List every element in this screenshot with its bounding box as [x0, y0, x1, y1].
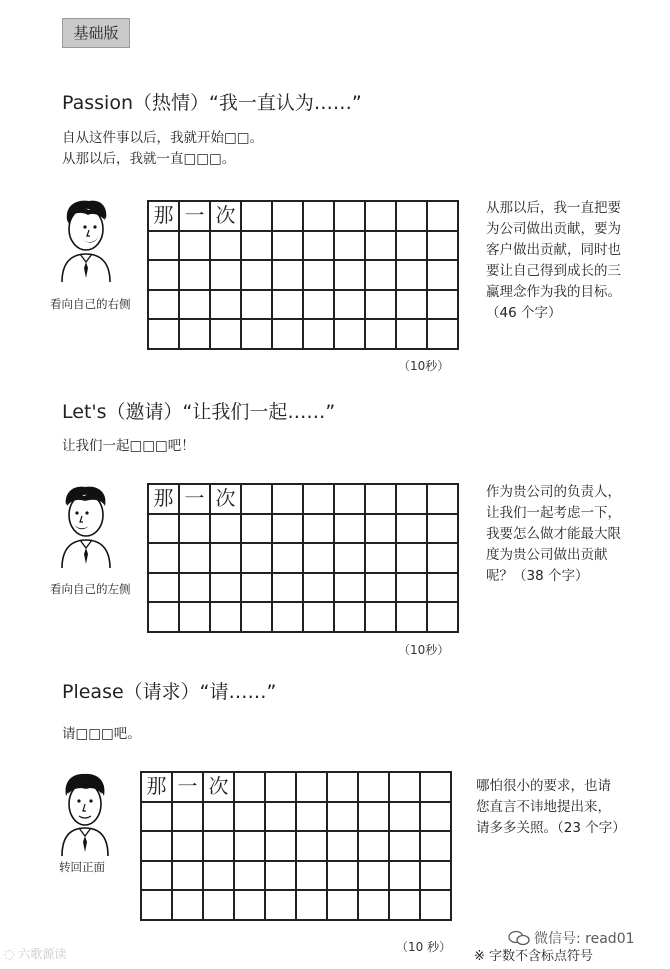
grid-cell [304, 603, 335, 633]
grid-cell [142, 803, 173, 833]
grid-cell [273, 232, 304, 262]
grid-cell [211, 261, 242, 291]
source-watermark [4, 945, 66, 962]
section-3-time: （10 秒） [396, 940, 452, 954]
grid-cell [297, 862, 328, 892]
grid-cell [328, 773, 359, 803]
grid-cell [428, 232, 459, 262]
grid-cell [421, 832, 452, 862]
grid-cell [335, 232, 366, 262]
section-2-title: Let's（邀请）“让我们一起……” [62, 401, 336, 423]
grid-cell [297, 832, 328, 862]
grid-cell [180, 261, 211, 291]
grid-cell: 一 [180, 202, 211, 232]
grid-cell [180, 291, 211, 321]
example-line: 请多多关照。（23 个字） [476, 820, 626, 836]
example-line: 客户做出贡献，同时也 [486, 242, 621, 258]
grid-cell [304, 291, 335, 321]
grid-cell [397, 544, 428, 574]
grid-cell [242, 320, 273, 350]
example-line: 作为贵公司的负责人， [486, 484, 621, 500]
grid-cell [328, 832, 359, 862]
grid-cell [149, 320, 180, 350]
grid-cell [304, 574, 335, 604]
grid-cell [273, 574, 304, 604]
grid-cell [397, 485, 428, 515]
section-1-intro-line-1: 自从这件事以后，我就开始□□。 [62, 130, 264, 146]
grid-cell [142, 832, 173, 862]
grid-cell: 一 [180, 485, 211, 515]
grid-cell [173, 803, 204, 833]
grid-cell [428, 485, 459, 515]
section-1-title: Passion（热情）“我一直认为……” [62, 92, 362, 114]
grid-cell [328, 803, 359, 833]
grid-cell [242, 574, 273, 604]
example-line: 让我们一起考虑一下， [486, 505, 621, 521]
grid-cell [397, 574, 428, 604]
grid-cell [397, 291, 428, 321]
grid-cell [266, 891, 297, 921]
grid-cell [328, 862, 359, 892]
section-2-time: （10秒） [398, 643, 450, 657]
grid-cell [397, 202, 428, 232]
grid-cell [335, 574, 366, 604]
grid-cell [366, 544, 397, 574]
section-3-intro-line-1: 请□□□吧。 [62, 726, 141, 742]
grid-cell [204, 803, 235, 833]
grid-cell [235, 832, 266, 862]
speaker-facing-front-icon [60, 772, 110, 856]
grid-cell [273, 485, 304, 515]
example-line: 呢？（38 个字） [486, 568, 589, 584]
grid-cell [304, 515, 335, 545]
grid-cell [149, 515, 180, 545]
grid-cell [235, 862, 266, 892]
grid-cell [366, 291, 397, 321]
grid-cell [397, 603, 428, 633]
grid-cell [421, 862, 452, 892]
grid-cell: 次 [204, 773, 235, 803]
grid-cell [273, 515, 304, 545]
grid-cell [304, 261, 335, 291]
grid-cell [359, 803, 390, 833]
grid-cell [204, 862, 235, 892]
grid-cell [180, 515, 211, 545]
grid-cell: 次 [211, 202, 242, 232]
grid-cell [149, 232, 180, 262]
example-line: 要让自己得到成长的三 [486, 263, 621, 279]
grid-cell [242, 232, 273, 262]
grid-cell [297, 891, 328, 921]
wechat-icon [508, 930, 530, 946]
grid-cell [390, 862, 421, 892]
grid-cell [242, 544, 273, 574]
grid-cell [428, 261, 459, 291]
grid-cell [235, 773, 266, 803]
section-1-intro-line-2: 从那以后，我就一直□□□。 [62, 151, 236, 167]
section-1-intro [62, 128, 263, 170]
section-3-title: Please（请求）“请……” [62, 681, 277, 703]
section-1-time: （10秒） [398, 359, 450, 373]
grid-cell [266, 862, 297, 892]
grid-cell [242, 291, 273, 321]
grid-cell [335, 485, 366, 515]
grid-cell [359, 891, 390, 921]
grid-cell: 那 [142, 773, 173, 803]
example-line: 赢理念作为我的目标。 [486, 284, 621, 300]
speaker-facing-right-icon [58, 198, 114, 282]
grid-cell [366, 232, 397, 262]
grid-cell [149, 261, 180, 291]
grid-cell [273, 261, 304, 291]
section-3-caption: 转回正面 [59, 860, 105, 874]
grid-cell [149, 603, 180, 633]
grid-cell [142, 862, 173, 892]
grid-cell: 那 [149, 202, 180, 232]
grid-cell [266, 832, 297, 862]
grid-cell [328, 891, 359, 921]
grid-cell [180, 544, 211, 574]
grid-cell [359, 862, 390, 892]
grid-cell [335, 291, 366, 321]
grid-cell [211, 291, 242, 321]
footnote: ※ 字数不含标点符号 [474, 949, 594, 964]
grid-cell [421, 803, 452, 833]
grid-cell [428, 202, 459, 232]
section-2-writing-grid [147, 483, 459, 633]
section-2-intro [62, 436, 195, 457]
grid-cell [235, 891, 266, 921]
grid-cell [242, 485, 273, 515]
grid-cell [397, 232, 428, 262]
grid-cell [297, 803, 328, 833]
grid-cell [390, 773, 421, 803]
grid-cell [304, 320, 335, 350]
speaker-facing-left-icon [58, 484, 114, 568]
grid-cell [273, 603, 304, 633]
grid-cell [235, 803, 266, 833]
grid-cell [304, 485, 335, 515]
grid-cell [366, 485, 397, 515]
grid-cell [211, 603, 242, 633]
grid-cell [211, 544, 242, 574]
grid-cell [366, 261, 397, 291]
example-line: 我要怎么做才能最大限 [486, 526, 621, 542]
grid-cell [428, 515, 459, 545]
grid-cell [390, 832, 421, 862]
grid-cell [173, 891, 204, 921]
grid-cell [211, 232, 242, 262]
grid-cell [366, 202, 397, 232]
grid-cell [428, 320, 459, 350]
section-3-example [476, 776, 626, 839]
grid-cell [335, 261, 366, 291]
grid-cell [211, 320, 242, 350]
section-1-writing-grid [147, 200, 459, 350]
grid-cell [149, 291, 180, 321]
grid-cell [204, 832, 235, 862]
grid-cell [335, 515, 366, 545]
grid-cell [273, 320, 304, 350]
grid-cell [390, 803, 421, 833]
grid-cell [242, 515, 273, 545]
grid-cell [211, 515, 242, 545]
grid-cell [390, 891, 421, 921]
grid-cell [204, 891, 235, 921]
grid-cell [273, 202, 304, 232]
grid-cell [180, 320, 211, 350]
grid-cell [242, 202, 273, 232]
grid-cell [335, 320, 366, 350]
example-line: 哪怕很小的要求，也请 [476, 778, 611, 794]
section-2-example [486, 482, 621, 587]
grid-cell [304, 202, 335, 232]
grid-cell [266, 803, 297, 833]
section-1-caption: 看向自己的右侧 [50, 297, 131, 311]
grid-cell [304, 544, 335, 574]
grid-cell [359, 773, 390, 803]
grid-cell [397, 515, 428, 545]
grid-cell [335, 544, 366, 574]
grid-cell [397, 261, 428, 291]
grid-cell [180, 603, 211, 633]
grid-cell [180, 232, 211, 262]
watermark-text: 六歌源读 [18, 947, 67, 961]
edition-badge: 基础版 [62, 18, 130, 48]
grid-cell [366, 320, 397, 350]
grid-cell [421, 773, 452, 803]
grid-cell [242, 603, 273, 633]
section-3-writing-grid [140, 771, 452, 921]
grid-cell: 次 [211, 485, 242, 515]
section-1-example [486, 198, 621, 324]
grid-cell [180, 574, 211, 604]
grid-cell [149, 574, 180, 604]
grid-cell [421, 891, 452, 921]
grid-cell [428, 544, 459, 574]
grid-cell [335, 603, 366, 633]
example-line: 为公司做出贡献，要为 [486, 221, 621, 237]
grid-cell [173, 862, 204, 892]
grid-cell [366, 603, 397, 633]
grid-cell [428, 574, 459, 604]
example-line: 度为贵公司做出贡献 [486, 547, 608, 563]
grid-cell [359, 832, 390, 862]
example-line: 您直言不讳地提出来， [476, 799, 611, 815]
grid-cell [273, 544, 304, 574]
example-line: （46 个字） [486, 305, 562, 321]
grid-cell [242, 261, 273, 291]
grid-cell [335, 202, 366, 232]
grid-cell [173, 832, 204, 862]
section-3-intro [62, 724, 141, 745]
example-line: 从那以后，我一直把要 [486, 200, 621, 216]
grid-cell [142, 891, 173, 921]
grid-cell: 那 [149, 485, 180, 515]
grid-cell [366, 515, 397, 545]
grid-cell [266, 773, 297, 803]
grid-cell [366, 574, 397, 604]
wechat-id: 微信号: read01 [534, 931, 635, 947]
grid-cell [149, 544, 180, 574]
grid-cell: 一 [173, 773, 204, 803]
grid-cell [428, 603, 459, 633]
grid-cell [211, 574, 242, 604]
section-2-intro-line-1: 让我们一起□□□吧！ [62, 438, 195, 454]
watermark-logo-icon: ◌ [4, 947, 15, 961]
grid-cell [304, 232, 335, 262]
section-2-caption: 看向自己的左侧 [50, 582, 131, 596]
grid-cell [428, 291, 459, 321]
grid-cell [397, 320, 428, 350]
grid-cell [273, 291, 304, 321]
grid-cell [297, 773, 328, 803]
